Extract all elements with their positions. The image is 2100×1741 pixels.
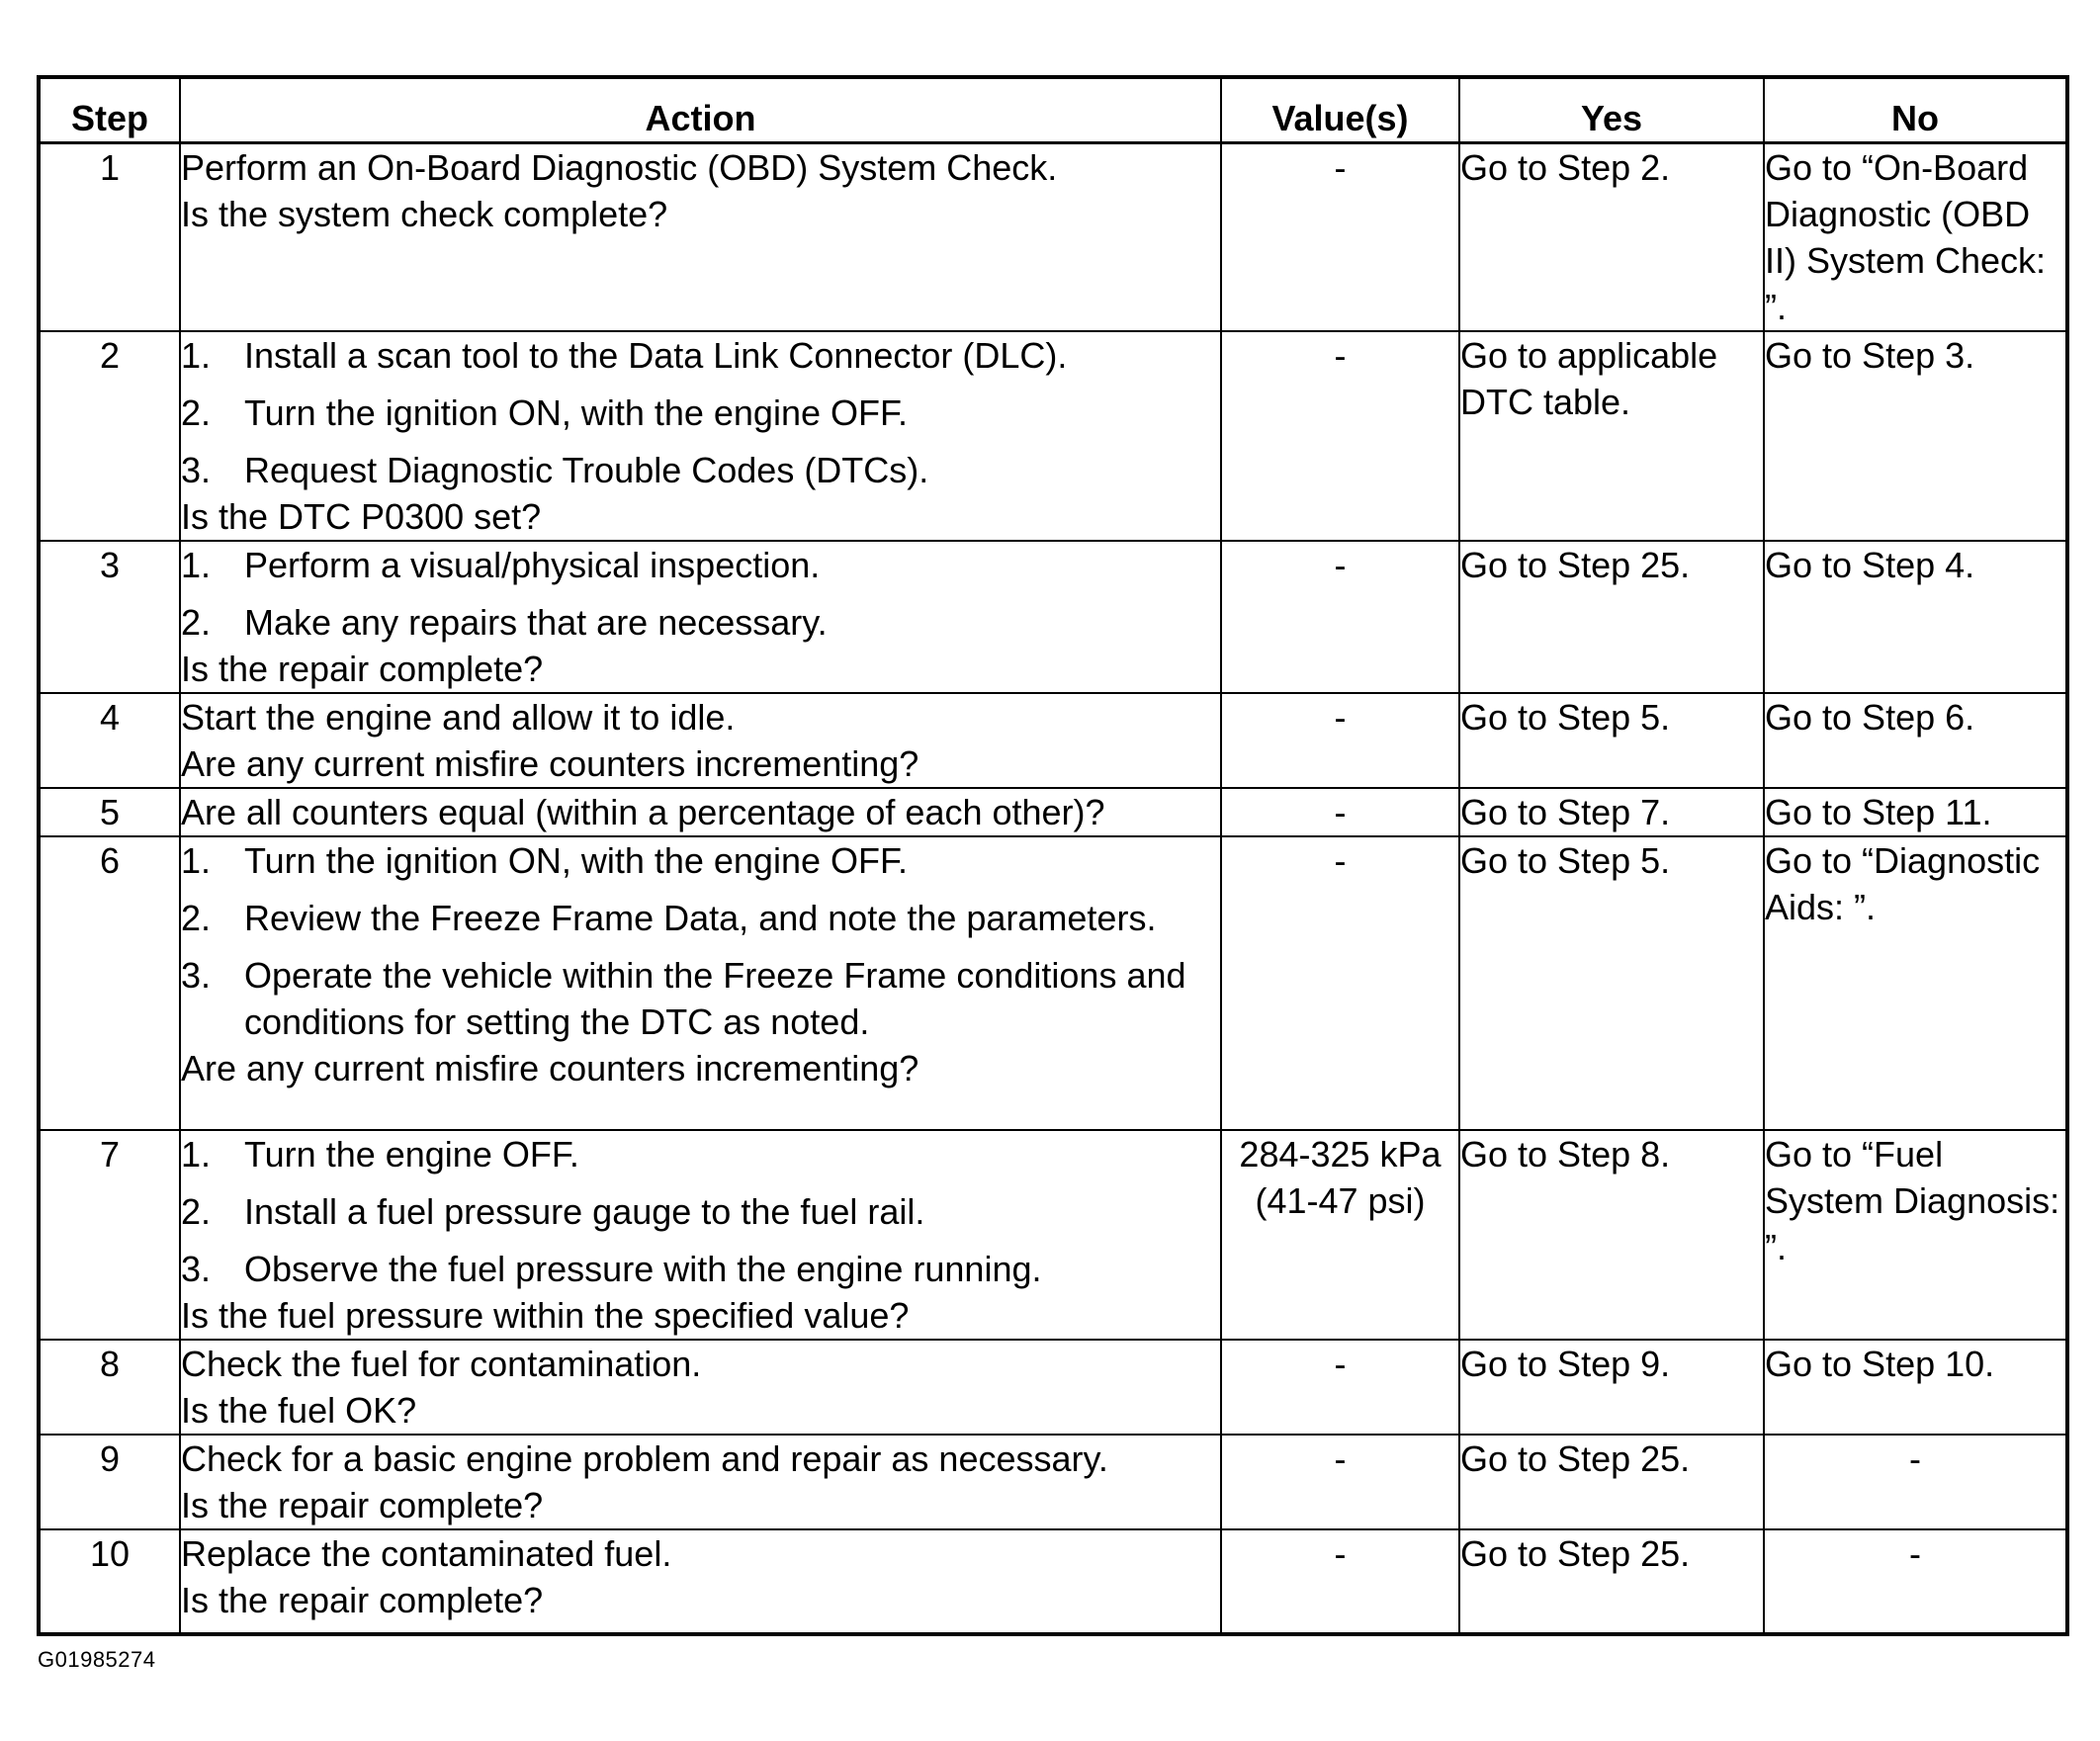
step-number: 8 xyxy=(39,1340,180,1435)
table-row xyxy=(39,331,2067,541)
substep-number: 3. xyxy=(181,1248,212,1289)
substep-number: 2. xyxy=(181,392,212,433)
no-cell: Go to Step 11. xyxy=(1764,788,2067,836)
action-substep xyxy=(181,542,1220,588)
action-text: Check for a basic engine problem and repair as necessary. xyxy=(181,1437,1108,1479)
value-cell: - xyxy=(1221,1340,1459,1435)
no-cell: - xyxy=(1764,1435,2067,1529)
action-substep xyxy=(181,837,1220,884)
header-action: Action xyxy=(180,77,1221,142)
no-cell: Go to Step 3. xyxy=(1764,331,2067,541)
yes-cell: Go to Step 25. xyxy=(1459,541,1764,693)
substep-text: Turn the ignition ON, with the engine OFF. xyxy=(244,392,908,433)
no-cell: Go to “Diagnostic Aids: ”. xyxy=(1764,836,2067,1130)
no-cell: Go to “Fuel System Diagnosis: ”. xyxy=(1764,1130,2067,1340)
substep-text: Operate the vehicle within the Freeze Frame conditions and conditions for setting the DTC as noted. xyxy=(244,954,1186,1042)
table-row xyxy=(39,693,2067,788)
header-row xyxy=(39,77,2067,142)
no-cell: Go to Step 10. xyxy=(1764,1340,2067,1435)
action-text: Is the DTC P0300 set? xyxy=(181,495,542,537)
step-number: 10 xyxy=(39,1529,180,1634)
action-text: Is the repair complete? xyxy=(181,648,544,689)
no-cell: Go to Step 6. xyxy=(1764,693,2067,788)
step-number: 3 xyxy=(39,541,180,693)
action-substep xyxy=(181,390,1220,436)
value-cell: - xyxy=(1221,836,1459,1130)
substep-text: Observe the fuel pressure with the engine running. xyxy=(244,1248,1042,1289)
yes-cell: Go to Step 5. xyxy=(1459,836,1764,1130)
action-text: Is the fuel OK? xyxy=(181,1389,417,1431)
no-cell: Go to “On-Board Diagnostic (OBD II) System Check: ”. xyxy=(1764,142,2067,331)
substep-text: Turn the engine OFF. xyxy=(244,1133,579,1175)
yes-cell: Go to applicable DTC table. xyxy=(1459,331,1764,541)
yes-cell: Go to Step 7. xyxy=(1459,788,1764,836)
substep-number: 3. xyxy=(181,954,212,996)
action-text: Are any current misfire counters incrementing? xyxy=(181,1047,919,1088)
header-no: No xyxy=(1764,77,2067,142)
action-substep xyxy=(181,895,1220,941)
substep-text: Review the Freeze Frame Data, and note the parameters. xyxy=(244,897,1157,938)
table-row xyxy=(39,142,2067,331)
substep-number: 1. xyxy=(181,1133,212,1175)
yes-cell: Go to Step 8. xyxy=(1459,1130,1764,1340)
header-yes: Yes xyxy=(1459,77,1764,142)
substep-text: Install a scan tool to the Data Link Connector (DLC). xyxy=(244,334,1068,376)
figure-id: G01985274 xyxy=(38,1647,156,1672)
table-row xyxy=(39,1340,2067,1435)
header-values: Value(s) xyxy=(1221,77,1459,142)
value-cell: - xyxy=(1221,541,1459,693)
value-cell: - xyxy=(1221,1435,1459,1529)
action-text: Perform an On-Board Diagnostic (OBD) System Check. xyxy=(181,146,1058,188)
substep-number: 1. xyxy=(181,334,212,376)
value-cell: - xyxy=(1221,331,1459,541)
table-row xyxy=(39,1529,2067,1634)
value-cell: - xyxy=(1221,1529,1459,1634)
substep-number: 1. xyxy=(181,839,212,881)
step-number: 2 xyxy=(39,331,180,541)
yes-cell: Go to Step 25. xyxy=(1459,1529,1764,1634)
action-text: Start the engine and allow it to idle. xyxy=(181,696,736,738)
step-number: 4 xyxy=(39,693,180,788)
substep-number: 1. xyxy=(181,544,212,585)
yes-cell: Go to Step 9. xyxy=(1459,1340,1764,1435)
table-row xyxy=(39,541,2067,693)
step-number: 5 xyxy=(39,788,180,836)
action-cell xyxy=(180,1529,1221,1634)
action-cell xyxy=(180,331,1221,541)
action-text: Replace the contaminated fuel. xyxy=(181,1532,672,1574)
value-cell: - xyxy=(1221,142,1459,331)
action-cell xyxy=(180,1340,1221,1435)
action-substep xyxy=(181,1246,1220,1292)
action-substep xyxy=(181,1131,1220,1177)
table-row xyxy=(39,1130,2067,1340)
step-number: 9 xyxy=(39,1435,180,1529)
yes-cell: Go to Step 25. xyxy=(1459,1435,1764,1529)
yes-cell: Go to Step 2. xyxy=(1459,142,1764,331)
action-cell xyxy=(180,693,1221,788)
substep-text: Request Diagnostic Trouble Codes (DTCs). xyxy=(244,449,929,490)
action-text: Are all counters equal (within a percentage of each other)? xyxy=(181,791,1105,832)
yes-cell: Go to Step 5. xyxy=(1459,693,1764,788)
action-cell xyxy=(180,788,1221,836)
substep-number: 3. xyxy=(181,449,212,490)
substep-text: Perform a visual/physical inspection. xyxy=(244,544,821,585)
action-cell xyxy=(180,1130,1221,1340)
value-cell: - xyxy=(1221,693,1459,788)
action-cell xyxy=(180,836,1221,1130)
action-text: Is the repair complete? xyxy=(181,1484,544,1525)
value-cell: 284-325 kPa (41-47 psi) xyxy=(1221,1130,1459,1340)
action-substep xyxy=(181,952,1220,1045)
action-text: Are any current misfire counters incrementing? xyxy=(181,742,919,784)
table-row xyxy=(39,1435,2067,1529)
action-substep xyxy=(181,447,1220,493)
substep-text: Turn the ignition ON, with the engine OFF. xyxy=(244,839,908,881)
value-cell: - xyxy=(1221,788,1459,836)
substep-text: Make any repairs that are necessary. xyxy=(244,601,828,643)
step-number: 6 xyxy=(39,836,180,1130)
action-cell xyxy=(180,541,1221,693)
action-substep xyxy=(181,599,1220,646)
action-cell xyxy=(180,142,1221,331)
step-number: 7 xyxy=(39,1130,180,1340)
action-text: Is the fuel pressure within the specified value? xyxy=(181,1294,910,1336)
action-text: Is the repair complete? xyxy=(181,1579,544,1620)
table-body xyxy=(39,142,2067,1634)
no-cell: Go to Step 4. xyxy=(1764,541,2067,693)
substep-text: Install a fuel pressure gauge to the fuel rail. xyxy=(244,1190,925,1232)
table-row xyxy=(39,788,2067,836)
action-text: Check the fuel for contamination. xyxy=(181,1343,702,1384)
no-cell: - xyxy=(1764,1529,2067,1634)
substep-number: 2. xyxy=(181,1190,212,1232)
step-number: 1 xyxy=(39,142,180,331)
table-row xyxy=(39,836,2067,1130)
action-cell xyxy=(180,1435,1221,1529)
substep-number: 2. xyxy=(181,601,212,643)
diagnostic-table xyxy=(37,75,2069,1636)
header-step: Step xyxy=(39,77,180,142)
action-substep xyxy=(181,332,1220,379)
action-substep xyxy=(181,1188,1220,1235)
substep-number: 2. xyxy=(181,897,212,938)
action-text: Is the system check complete? xyxy=(181,193,668,234)
